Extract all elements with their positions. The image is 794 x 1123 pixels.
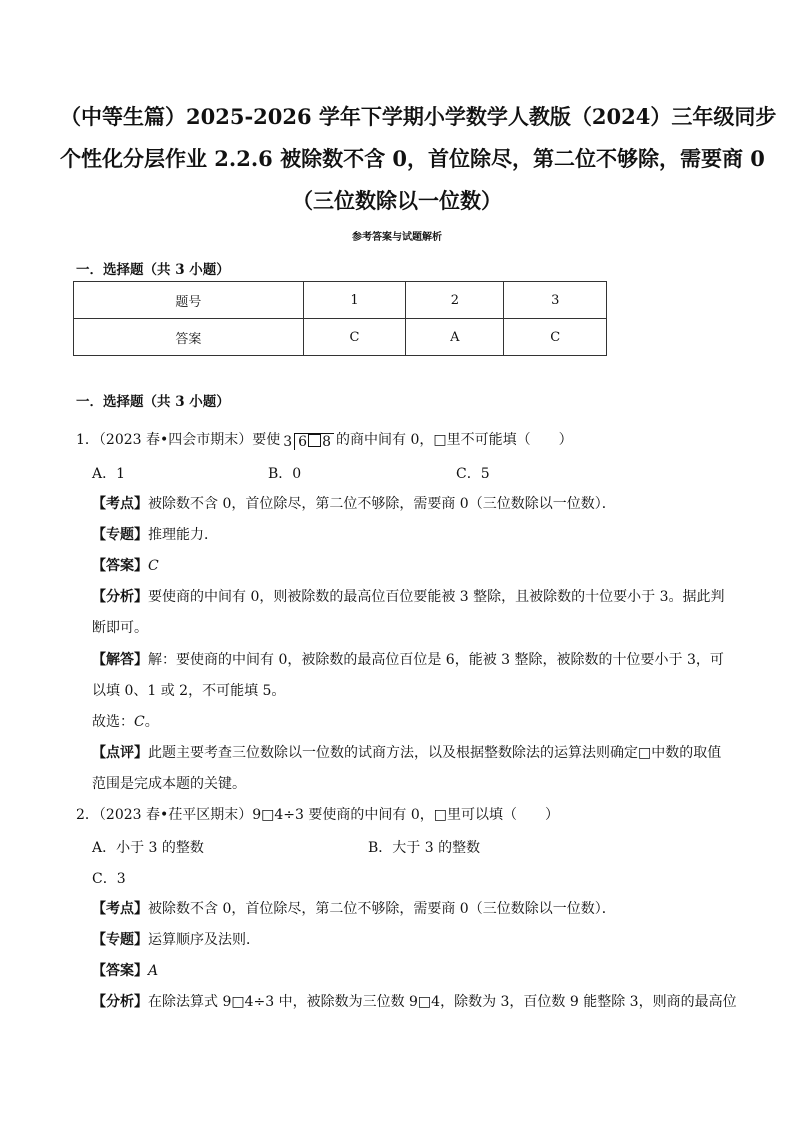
question-1-kaodian — [92, 494, 616, 514]
table-cell: C — [303, 319, 406, 356]
fenxi-tag: 【分析】 — [92, 994, 148, 1010]
guxuan-answer: C — [134, 714, 145, 730]
question-1-option-a: A．1 — [92, 466, 126, 482]
table-row — [74, 319, 607, 356]
zhuanti-tag: 【专题】 — [92, 527, 148, 543]
document-title — [60, 96, 777, 222]
table-cell: A — [406, 319, 504, 356]
table-cell: 3 — [504, 282, 607, 319]
question-2-option-c: C．3 — [92, 871, 126, 887]
question-2-option-a: A．小于 3 的整数 — [92, 840, 204, 856]
kaodian-text: 被除数不含 0，首位除尽，第二位不够除，需要商 0（三位数除以一位数）． — [148, 496, 616, 512]
table-cell: C — [504, 319, 607, 356]
divisor: 3 — [283, 434, 293, 450]
daan-tag: 【答案】 — [92, 963, 148, 979]
daan-text: A — [148, 963, 159, 979]
dianping-text: 此题主要考查三位数除以一位数的试商方法，以及根据整数除法的运算法则确定□中数的取值 — [148, 745, 722, 761]
dividend-digit: 8 — [322, 434, 332, 450]
table-cell: 答案 — [74, 319, 304, 356]
question-1-prefix: 1．（2023 春•四会市期末）要使 — [76, 432, 281, 448]
question-1-suffix: 的商中间有 0，□里不可能填（ ） — [336, 432, 573, 448]
question-1-option-c: C．5 — [456, 466, 490, 482]
question-2-stem: 2．（2023 春•茌平区期末）9□4÷3 要使商的中间有 0，□里可以填（ ） — [76, 807, 559, 823]
question-1-guxuan — [92, 712, 159, 732]
dividend-digit: 6 — [298, 434, 308, 450]
fenxi-text: 要使商的中间有 0，则被除数的最高位百位要能被 3 整除，且被除数的十位要小于 3。据此判 — [148, 589, 725, 605]
question-1-fenxi-1 — [92, 587, 725, 607]
section-heading-questions: 一．选择题（共 3 小题） — [76, 394, 230, 410]
question-1-jieda-2: 以填 0、1 或 2，不可能填 5。 — [92, 683, 286, 699]
title-line-3: （三位数除以一位数） — [292, 188, 502, 213]
question-1-daan — [92, 556, 159, 576]
daan-text: C — [148, 558, 159, 574]
question-1-option-b: B．0 — [268, 466, 302, 482]
guxuan-suffix: 。 — [144, 714, 159, 730]
kaodian-text: 被除数不含 0，首位除尽，第二位不够除，需要商 0（三位数除以一位数）． — [148, 901, 616, 917]
table-cell: 题号 — [74, 282, 304, 319]
question-1-fenxi-2: 断即可。 — [92, 620, 148, 636]
question-2-daan — [92, 961, 158, 981]
jieda-text: 解：要使商的中间有 0，被除数的最高位百位是 6，能被 3 整除，被除数的十位要小于 3，可 — [148, 652, 724, 668]
guxuan-prefix: 故选： — [92, 714, 134, 730]
section-heading-answers: 一．选择题（共 3 小题） — [76, 262, 230, 278]
question-2-zhuanti — [92, 930, 260, 950]
fenxi-text: 在除法算式 9□4÷3 中，被除数为三位数 9□4，除数为 3，百位数 9 能整除 3，则商的最高位 — [148, 994, 737, 1010]
kaodian-tag: 【考点】 — [92, 901, 148, 917]
question-1-jieda-1 — [92, 650, 724, 670]
question-1-zhuanti — [92, 525, 218, 545]
subtitle: 参考答案与试题解析 — [352, 232, 442, 243]
question-1-dianping-1 — [92, 743, 721, 763]
jieda-tag: 【解答】 — [92, 652, 148, 668]
question-2-kaodian — [92, 899, 616, 919]
table-cell: 2 — [406, 282, 504, 319]
fenxi-tag: 【分析】 — [92, 589, 148, 605]
question-1-dianping-2: 范围是完成本题的关键。 — [92, 776, 246, 792]
table-row — [74, 282, 607, 319]
zhuanti-text: 推理能力． — [148, 527, 218, 543]
question-2-fenxi-1 — [92, 992, 737, 1012]
zhuanti-text: 运算顺序及法则． — [148, 932, 260, 948]
title-line-1: （中等生篇）2025-2026 学年下学期小学数学人教版（2024）三年级同步 — [60, 104, 777, 129]
answer-table — [73, 281, 607, 356]
daan-tag: 【答案】 — [92, 558, 148, 574]
kaodian-tag: 【考点】 — [92, 496, 148, 512]
division-bracket — [294, 433, 334, 450]
title-line-2: 个性化分层作业 2.2.6 被除数不含 0，首位除尽，第二位不够除，需要商 0 — [60, 146, 765, 171]
question-2-option-b: B．大于 3 的整数 — [368, 840, 481, 856]
blank-box — [308, 434, 321, 447]
dianping-tag: 【点评】 — [92, 745, 148, 761]
question-1-stem — [76, 430, 573, 452]
long-division-expression — [283, 432, 334, 452]
zhuanti-tag: 【专题】 — [92, 932, 148, 948]
table-cell: 1 — [303, 282, 406, 319]
